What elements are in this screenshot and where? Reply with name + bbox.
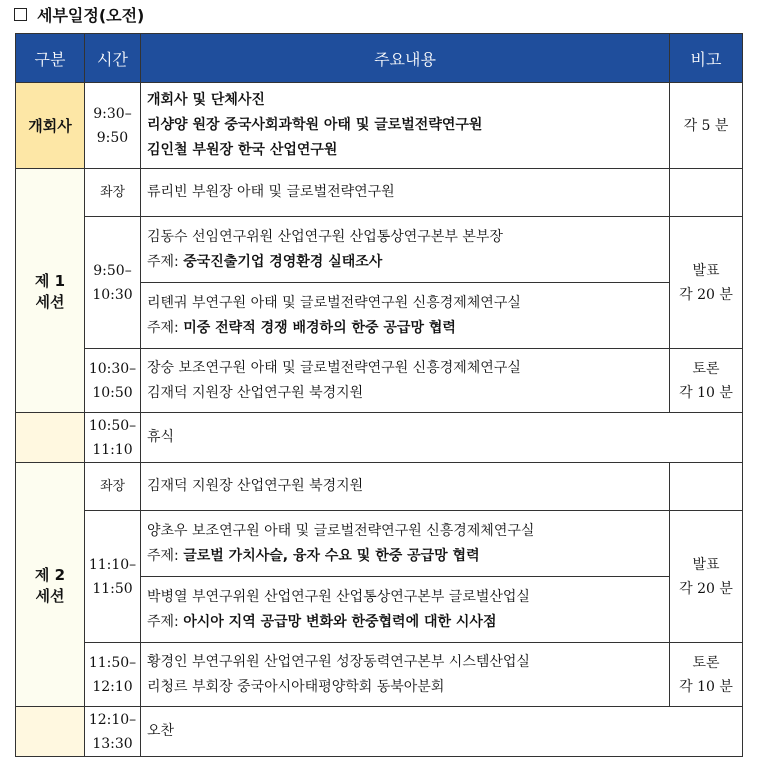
session2-chair-note [670,463,743,511]
break-row [16,413,743,463]
opening-line: 김인철 부원장 한국 산업연구원 [147,142,338,158]
session1-discussion-note: 토론 각 10 분 [670,349,743,413]
session1-chair-row [16,169,743,217]
session1-presentation-time: 9:50– 10:30 [85,217,141,349]
header-category: 구분 [16,34,85,83]
lunch-label: 오찬 [141,707,743,757]
heading-text: 세부일정(오전) [37,5,145,25]
session1-chair-note [670,169,743,217]
discussant: 장숭 보조연구원 아태 및 글로벌전략연구원 신흥경제체연구실 [147,359,521,376]
discussant: 리청르 부회장 중국아시아태평양학회 동북아분회 [147,678,445,695]
opening-content [141,83,670,169]
opening-line: 리샹양 원장 중국사회과학원 아태 및 글로벌전략연구원 [147,117,483,133]
session2-chair-label: 좌장 [85,463,141,511]
session1-discussants [141,349,670,413]
session2-talk1-row [16,511,743,577]
session2-discussants [141,643,670,707]
session2-talk1 [141,511,670,577]
session2-discussion-time: 11:50– 12:10 [85,643,141,707]
topic: 주제: 미중 전략적 경쟁 배경하의 한중 공급망 협력 [147,319,456,336]
session1-talk1 [141,217,670,283]
lunch-category [16,707,85,757]
speaker: 리톈궈 부연구원 아태 및 글로벌전략연구원 신흥경제체연구실 [147,294,521,311]
section-heading [14,2,144,26]
speaker: 양초우 보조연구원 아태 및 글로벌전략연구원 신흥경제체연구실 [147,522,535,539]
opening-note: 각 5 분 [670,83,743,169]
session2-talk2 [141,577,670,643]
session1-talk1-row [16,217,743,283]
opening-line: 개회사 및 단체사진 [147,92,265,108]
session2-chair: 김재덕 지원장 산업연구원 북경지원 [141,463,670,511]
checkbox-square-icon [14,8,27,21]
opening-row [16,83,743,169]
lunch-row [16,707,743,757]
session1-discussion-time: 10:30– 10:50 [85,349,141,413]
discussant: 김재덕 지원장 산업연구원 북경지원 [147,384,364,401]
session1-presentation-note: 발표 각 20 분 [670,217,743,349]
session2-category: 제 2 세션 [16,463,85,707]
header-time: 시간 [85,34,141,83]
break-label: 휴식 [141,413,743,463]
speaker: 김동수 선임연구위원 산업연구원 산업통상연구본부 본부장 [147,228,503,245]
opening-category: 개회사 [16,83,85,169]
lunch-time: 12:10– 13:30 [85,707,141,757]
topic: 주제: 글로벌 가치사슬, 융자 수요 및 한중 공급망 협력 [147,547,480,564]
opening-time: 9:30– 9:50 [85,83,141,169]
session1-category: 제 1 세션 [16,169,85,413]
session2-discussion-note: 토론 각 10 분 [670,643,743,707]
header-note: 비고 [670,34,743,83]
schedule-table [15,33,743,757]
topic: 주제: 중국진출기업 경영환경 실태조사 [147,253,383,270]
session2-discussion-row [16,643,743,707]
session2-presentation-time: 11:10– 11:50 [85,511,141,643]
discussant: 황경인 부연구위원 산업연구원 성장동력연구본부 시스템산업실 [147,653,530,670]
session1-talk2 [141,283,670,349]
session2-presentation-note: 발표 각 20 분 [670,511,743,643]
session2-chair-row [16,463,743,511]
header-content: 주요내용 [141,34,670,83]
break-time: 10:50– 11:10 [85,413,141,463]
topic: 주제: 아시아 지역 공급망 변화와 한중협력에 대한 시사점 [147,613,497,630]
session1-discussion-row [16,349,743,413]
speaker: 박병열 부연구위원 산업연구원 산업통상연구본부 글로벌산업실 [147,588,530,605]
session1-chair: 류리빈 부원장 아태 및 글로벌전략연구원 [141,169,670,217]
break-category [16,413,85,463]
header-row [16,34,743,83]
session1-chair-label: 좌장 [85,169,141,217]
